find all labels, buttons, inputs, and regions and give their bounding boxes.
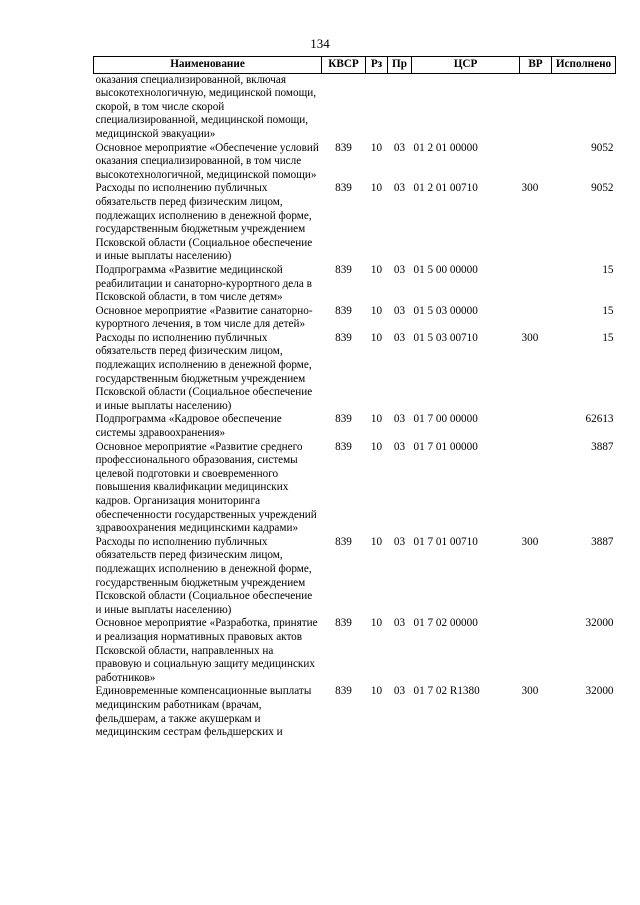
- row-vr: 300: [521, 535, 539, 548]
- row-done: 15: [602, 263, 614, 276]
- row-name: Единовременные компенсационные выплаты медицинским работникам (врачам, фельдшерам, а также акушеркам и медицинским сестрам фельдшерских и: [95, 685, 312, 739]
- row-kvsr: 839: [335, 535, 352, 548]
- header-vr: ВР: [520, 57, 552, 74]
- table-row: [94, 685, 616, 739]
- row-name: Расходы по исполнению публичных обязательств перед физическим лицом, подлежащих исполнению в денежной форме, государственным бюджетным учреждением Псковской области (Социальное обеспечение и иные выплаты населению): [95, 331, 313, 412]
- row-name: оказания специализированной, включая высокотехнологичную, медицинской помощи, скорой, в том числе скорой специализированной, медицинской помощи, медицинской эвакуации»: [95, 73, 317, 140]
- row-vr: [520, 413, 552, 440]
- row-csr: 01 2 01 00710: [413, 182, 478, 195]
- row-name: Основное мероприятие «Разработка, принятие и реализация нормативных правовых актов Псковской области, направленных на правовую и социальную защиту медицинских работников»: [95, 617, 318, 684]
- row-csr: 01 7 01 00000: [413, 440, 478, 453]
- row-kvsr: 839: [335, 263, 352, 276]
- row-done: 9052: [591, 182, 614, 195]
- table-row: [94, 73, 616, 141]
- row-vr: [520, 264, 552, 305]
- row-kvsr: 839: [335, 304, 352, 317]
- row-pr: 03: [393, 685, 406, 698]
- row-rz: 10: [370, 440, 383, 453]
- table-row: [94, 617, 616, 685]
- row-pr: 03: [393, 263, 406, 276]
- header-rz: Рз: [366, 57, 388, 74]
- row-kvsr: 839: [335, 141, 352, 154]
- table-row: [94, 413, 616, 440]
- row-rz: 10: [370, 685, 383, 698]
- row-vr: [520, 441, 552, 536]
- row-pr: 03: [393, 535, 406, 548]
- row-pr: 03: [393, 440, 406, 453]
- row-kvsr: [322, 73, 366, 141]
- row-rz: 10: [370, 304, 383, 317]
- row-rz: 10: [370, 182, 383, 195]
- row-rz: 10: [370, 535, 383, 548]
- row-done: 9052: [591, 141, 614, 154]
- table-row: [94, 441, 616, 536]
- row-name: Расходы по исполнению публичных обязательств перед физическим лицом, подлежащих исполнению в денежной форме, государственным бюджетным учреждением Псковской области (Социальное обеспечение и иные выплаты населению): [95, 182, 313, 263]
- row-name: Подпрограмма «Кадровое обеспечение системы здравоохранения»: [95, 413, 282, 440]
- row-rz: 10: [370, 263, 383, 276]
- row-name: Основное мероприятие «Развитие санаторно-курортного лечения, в том числе для детей»: [95, 304, 313, 331]
- row-rz: 10: [370, 331, 383, 344]
- table-row: [94, 536, 616, 618]
- row-kvsr: 839: [335, 685, 352, 698]
- table-header-row: [94, 57, 616, 74]
- row-csr: 01 5 00 00000: [413, 263, 478, 276]
- row-kvsr: 839: [335, 413, 352, 426]
- row-pr: 03: [393, 182, 406, 195]
- row-rz: 10: [370, 617, 383, 630]
- row-vr: [520, 142, 552, 183]
- row-vr: 300: [521, 331, 539, 344]
- row-pr: [388, 73, 412, 141]
- row-rz: 10: [370, 141, 383, 154]
- table-row: [94, 264, 616, 305]
- header-pr: Пр: [388, 57, 412, 74]
- row-vr: [520, 305, 552, 332]
- row-vr: 300: [521, 685, 539, 698]
- row-rz: 10: [370, 413, 383, 426]
- row-name: Основное мероприятие «Развитие среднего профессионального образования, системы целевой подготовки и своевременного повышения квалификации медицинских кадров. Организация мониторинга обеспеченности государственных учреждений здравоохранения медицинскими кадрами»: [95, 440, 317, 535]
- row-csr: 01 7 02 R1380: [413, 685, 480, 698]
- row-done: 15: [602, 331, 614, 344]
- row-done: 15: [602, 304, 614, 317]
- row-pr: 03: [393, 617, 406, 630]
- row-kvsr: 839: [335, 440, 352, 453]
- table-body: [94, 73, 616, 740]
- row-kvsr: 839: [335, 617, 352, 630]
- row-pr: 03: [393, 413, 406, 426]
- row-done: [552, 73, 616, 141]
- table-row: [94, 305, 616, 332]
- row-name: Основное мероприятие «Обеспечение условий оказания специализированной, в том числе высокотехнологичной, медицинской помощи»: [95, 141, 319, 181]
- header-name: Наименование: [94, 57, 322, 74]
- row-pr: 03: [393, 331, 406, 344]
- row-done: 32000: [585, 685, 614, 698]
- header-done: Исполнено: [552, 57, 616, 74]
- row-csr: 01 2 01 00000: [413, 141, 478, 154]
- row-csr: 01 7 02 00000: [413, 617, 478, 630]
- row-vr: [520, 617, 552, 685]
- row-done: 62613: [585, 413, 614, 426]
- row-csr: 01 5 03 00000: [413, 304, 478, 317]
- row-vr: 300: [521, 182, 539, 195]
- table-row: [94, 332, 616, 414]
- row-vr: [520, 73, 552, 141]
- row-csr: 01 7 01 00710: [413, 535, 478, 548]
- header-kvsr: КВСР: [322, 57, 366, 74]
- header-csr: ЦСР: [412, 57, 520, 74]
- row-done: 3887: [591, 535, 614, 548]
- budget-table: [93, 56, 616, 740]
- table-row: [94, 182, 616, 264]
- row-name: Расходы по исполнению публичных обязательств перед физическим лицом, подлежащих исполнению в денежной форме, государственным бюджетным учреждением Псковской области (Социальное обеспечение и иные выплаты населению): [95, 535, 313, 616]
- row-pr: 03: [393, 141, 406, 154]
- row-csr: [412, 73, 520, 141]
- row-kvsr: 839: [335, 182, 352, 195]
- row-done: 3887: [591, 440, 614, 453]
- page-number: 134: [310, 36, 330, 51]
- row-kvsr: 839: [335, 331, 352, 344]
- row-csr: 01 5 03 00710: [413, 331, 478, 344]
- row-rz: [366, 73, 388, 141]
- table-row: [94, 142, 616, 183]
- row-done: 32000: [585, 617, 614, 630]
- row-csr: 01 7 00 00000: [413, 413, 478, 426]
- row-pr: 03: [393, 304, 406, 317]
- row-name: Подпрограмма «Развитие медицинской реабилитации и санаторно-курортного дела в Псковской области, в том числе детям»: [95, 263, 312, 304]
